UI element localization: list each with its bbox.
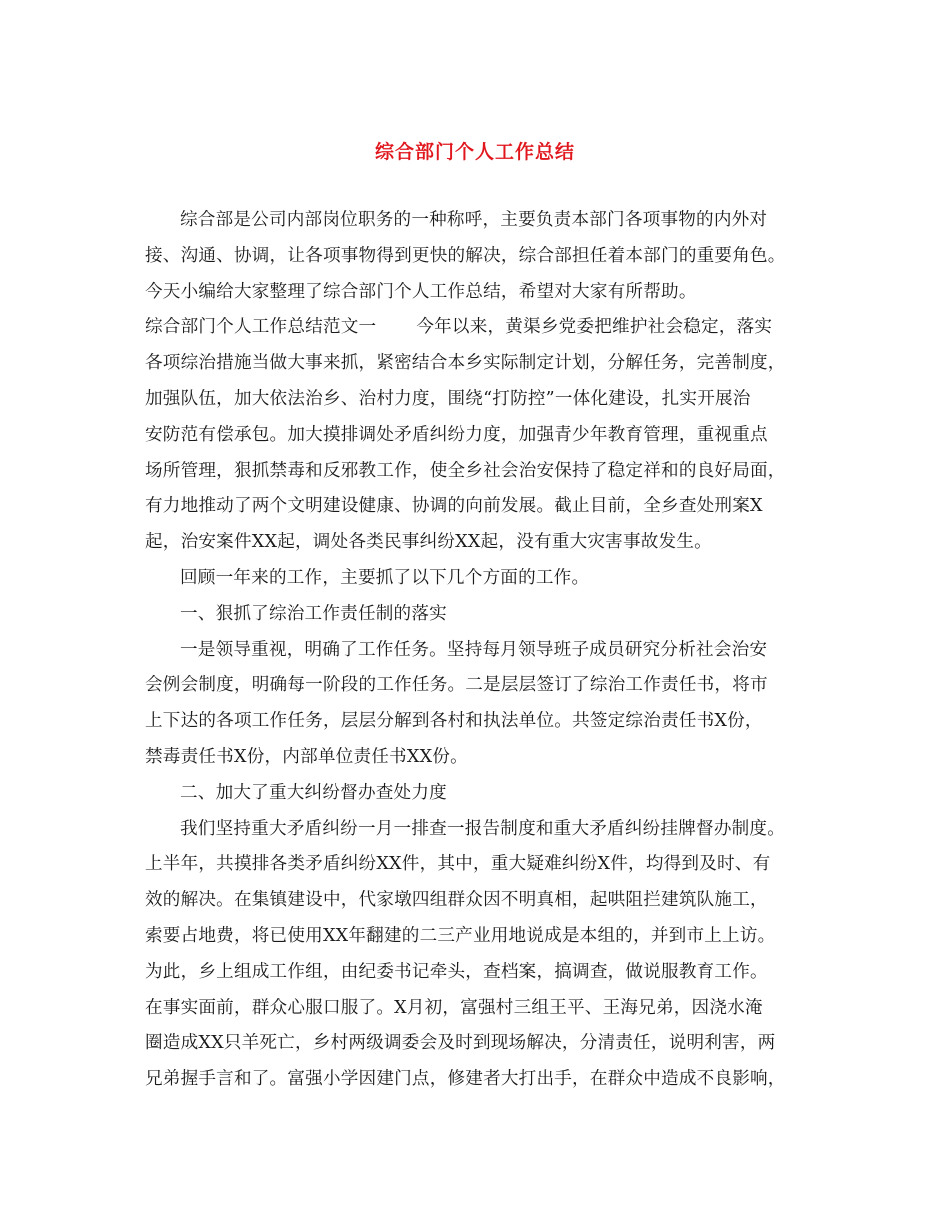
body-line-text: 接、沟通、协调，让各项事物得到更快的解决，综合部担任着本部门的重要角色。 [145,245,786,266]
body-line-text: 一、狠抓了综治工作责任制的落实 [180,603,447,624]
body-line-text: 有力地推动了两个文明建设健康、协调的向前发展。截止目前，全乡查处刑案X [145,496,763,517]
body-line [145,633,810,669]
body-line-text: 回顾一年来的工作，主要抓了以下几个方面的工作。 [180,567,590,588]
body-line-text: 圈造成XX只羊死亡，乡村两级调委会及时到现场解决，分清责任，说明利害，两 [145,1033,776,1054]
body-line-text: 会例会制度，明确每一阶段的工作任务。二是层层签订了综治工作责任书，将市 [145,675,768,696]
body-line [145,883,810,919]
body-line-text: 效的解决。在集镇建设中，代家墩四组群众因不明真相，起哄阻拦建筑队施工， [145,890,768,911]
body-line [145,776,810,812]
body-line [145,310,810,346]
body-line [145,955,810,991]
body-line-text: 综合部门个人工作总结范文一 [145,317,377,338]
body-line-text: 索要占地费，将已使用XX年翻建的二三产业用地说成是本组的，并到市上上访。 [145,925,776,946]
body-line-text: 二、加大了重大纠纷督办查处力度 [180,782,447,803]
body-line-text: 为此，乡上组成工作组，由纪委书记牵头，查档案，搞调查，做说服教育工作。 [145,961,768,982]
body-line [145,275,810,311]
body-line [145,346,810,382]
body-line [145,991,810,1027]
body-line [145,597,810,633]
body-line [145,1062,810,1098]
body-line-text: 上下达的各项工作任务，层层分解到各村和执法单位。共签定综治责任书X份， [145,711,763,732]
body-line-text: 综合部是公司内部岗位职务的一种称呼，主要负责本部门各项事物的内外对 [180,210,768,230]
body-line [145,668,810,704]
body-line [145,740,810,776]
body-line-tail: 今年以来，黄渠乡党委把维护社会稳定，落实 [416,317,773,338]
document-body [145,203,810,1098]
body-line-text: 今天小编给大家整理了综合部门个人工作总结，希望对大家有所帮助。 [145,281,697,302]
document-title: 综合部门个人工作总结 [374,141,575,163]
body-line [145,239,810,275]
body-line [145,919,810,955]
body-line-text: 兄弟握手言和了。富强小学因建门点，修建者大打出手，在群众中造成不良影响， [145,1069,786,1090]
body-line [145,489,810,525]
body-line-text: 一是领导重视，明确了工作任务。坚持每月领导班子成员研究分析社会治安 [180,639,768,660]
body-line [145,525,810,561]
body-line-text: 场所管理，狠抓禁毒和反邪教工作，使全乡社会治安保持了稳定祥和的良好局面， [145,460,786,481]
body-line [145,1026,810,1062]
body-line [145,382,810,418]
body-line [145,418,810,454]
body-line [145,454,810,490]
body-line-text: 禁毒责任书X份，内部单位责任书XX份。 [145,746,468,767]
body-line-text: 我们坚持重大矛盾纠纷一月一排查一报告制度和重大矛盾纠纷挂牌督办制度。 [180,818,785,839]
body-line [145,847,810,883]
body-line-text: 加强队伍，加大依法治乡、治村力度，围绕“打防控”一体化建设，扎实开展治 [145,388,751,409]
body-line [145,812,810,848]
body-line [145,561,810,597]
body-line-text: 起，治安案件XX起，调处各类民事纠纷XX起，没有重大灾害事故发生。 [145,532,712,553]
body-line-text: 各项综治措施当做大事来抓，紧密结合本乡实际制定计划，分解任务，完善制度， [145,353,786,374]
body-line-text: 安防范有偿承包。加大摸排调处矛盾纠纷力度，加强青少年教育管理，重视重点 [145,424,768,445]
body-line-text: 上半年，共摸排各类矛盾纠纷XX件，其中，重大疑难纠纷X件，均得到及时、有 [145,854,771,875]
body-line [145,203,810,239]
body-line-text: 在事实面前，群众心服口服了。X月初，富强村三组王平、王海兄弟，因浇水淹 [145,997,763,1018]
body-line [145,704,810,740]
